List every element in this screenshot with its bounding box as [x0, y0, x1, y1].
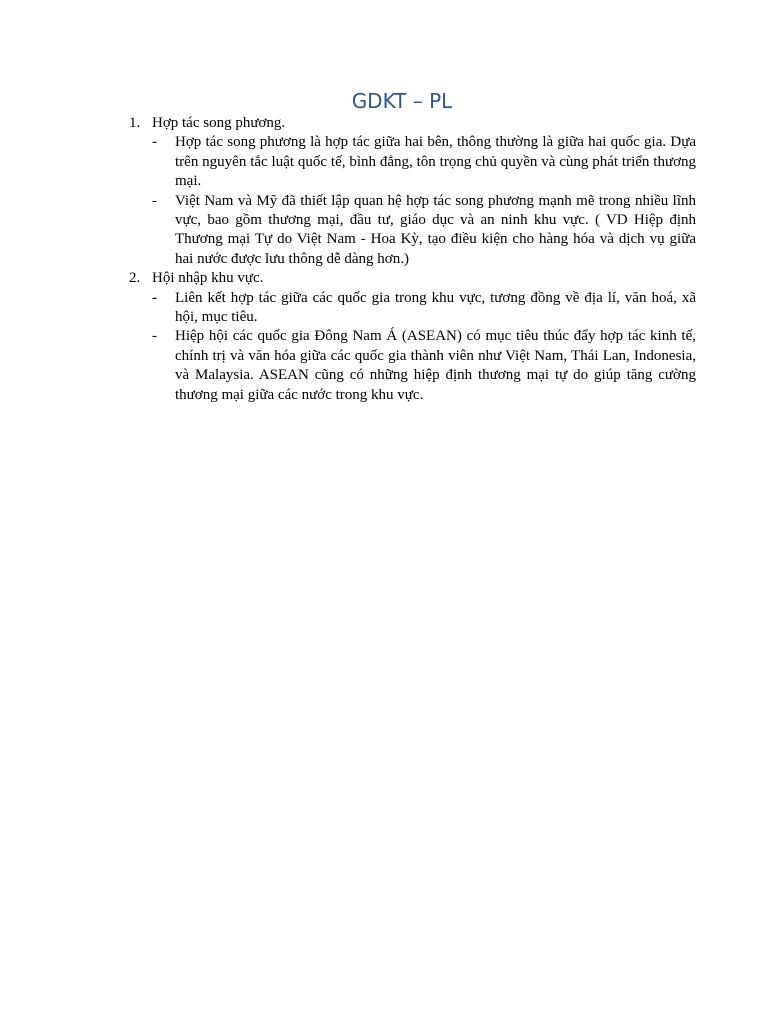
list-item-number: 2.: [129, 270, 141, 287]
bullet-dash: -: [152, 134, 157, 151]
list-item-number: 1.: [129, 115, 141, 131]
list-item-heading: Hội nhập khu vực.: [152, 270, 264, 287]
bullet-text: Hiệp hội các quốc gia Đông Nam Á (ASEAN) có mục tiêu thúc đẩy hợp tác kinh tế, chính trị và văn hóa giữa các quốc gia thành viên như Việt Nam, Thái Lan, Indonesia, và Malaysia. ASEAN cũng có những hiệp định thương mại tự do giúp tăng cường thương mại giữa các nước trong khu vực.: [175, 328, 696, 403]
bullet-item: [152, 289, 696, 328]
bullet-dash: -: [152, 289, 157, 306]
list-item-heading: Hợp tác song phương.: [152, 115, 286, 131]
list-item-2: [128, 269, 696, 405]
bullet-dash: -: [152, 192, 157, 209]
document-body: [128, 114, 696, 405]
bullet-item: [152, 327, 696, 405]
bullet-text: Hợp tác song phương là hợp tác giữa hai bên, thông thường là giữa hai quốc gia. Dựa trên nguyên tắc luật quốc tế, bình đẳng, tôn trọng chủ quyền và cùng phát triển thương mại.: [175, 134, 696, 190]
bullet-text: Việt Nam và Mỹ đã thiết lập quan hệ hợp tác song phương mạnh mẽ trong nhiều lĩnh vực, bao gồm thương mại, đầu tư, giáo dục và an ninh khu vực. ( VD Hiệp định Thương mại Tự do Việt Nam - Hoa Kỳ, tạo điều kiện cho hàng hóa và dịch vụ giữa hai nước được lưu thông dễ dàng hơn.): [175, 192, 696, 267]
list-item-1: [128, 114, 696, 269]
bullet-dash: -: [152, 328, 157, 345]
bullet-text: Liên kết hợp tác giữa các quốc gia trong khu vực, tương đồng về địa lí, văn hoá, xã hội, mục tiêu.: [175, 289, 696, 326]
bullet-item: [152, 192, 696, 270]
document-title: GDKT – PL: [351, 89, 453, 113]
bullet-item: [152, 133, 696, 191]
